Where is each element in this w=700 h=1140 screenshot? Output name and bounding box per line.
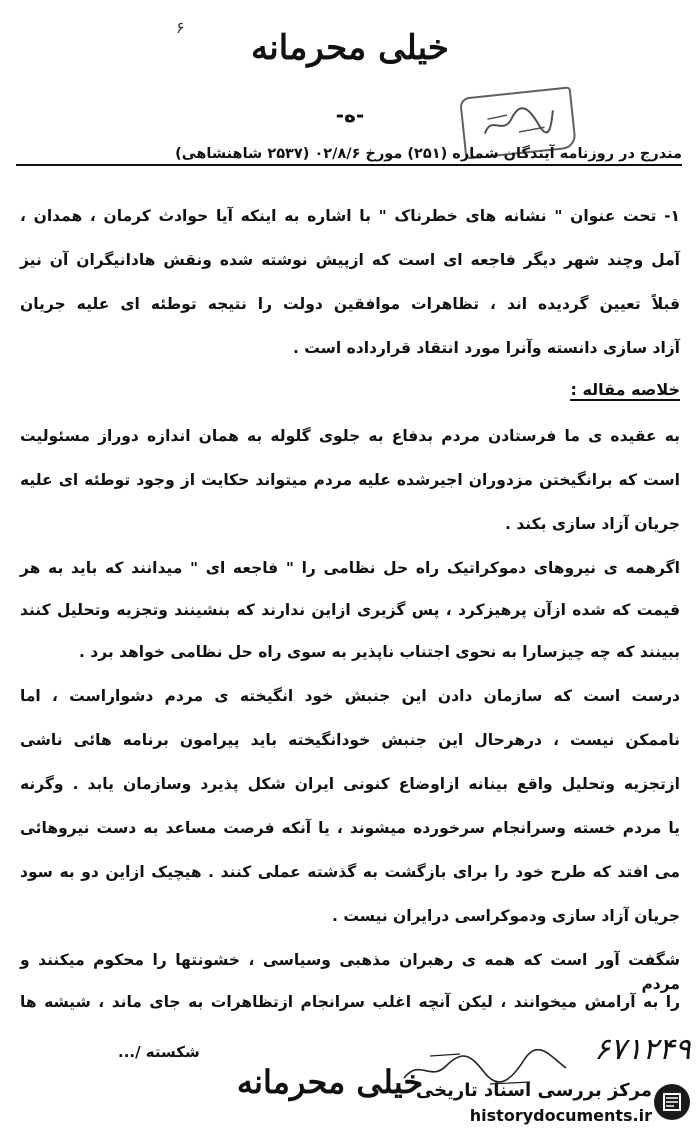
summary-line: به عقیده ی ما فرستادن مردم بدفاع به جلوی گلوله به همان اندازه دوراز مسئولیت: [20, 427, 680, 445]
handwritten-number: ۶۷۱۲۴۹: [594, 1032, 691, 1067]
divider-mark: -ه-: [335, 103, 365, 127]
summary-line: اگرهمه ی نیروهای دموکراتیک راه حل نظامی را " فاجعه ای " میدانند که باید به هر: [20, 559, 680, 577]
continuation-note: شکسته /...: [118, 1043, 200, 1061]
summary-line: یا مردم خسته وسرانجام سرخورده میشوند ، یا آنکه فرصت مساعد به دست نیروهائی: [20, 819, 680, 837]
summary-title: خلاصه مقاله :: [570, 380, 680, 399]
classification-heading-bottom: خیلی محرمانه: [236, 1063, 424, 1101]
watermark-title: مرکز بررسی اسناد تاریخی: [415, 1080, 652, 1101]
source-line: مندرج در روزنامه آیندگان شماره (۲۵۱) مورخ ۰۲/۸/۶ (۲۵۳۷ شاهنشاهی): [16, 146, 682, 166]
summary-line: ببینند که چه چیزسارا به نحوی اجتناب ناپذیر به سوی راه حل نظامی خواهد برد .: [79, 643, 680, 661]
summary-line: قیمت که شده ازآن پرهیزکرد ، پس گزیری ازاین ندارند که بنشینند وتجزیه وتحلیل کنند: [20, 601, 680, 619]
paragraph-line: آمل وچند شهر دیگر فاجعه ای است که ازپیش نوشته شده ونقش هادانیگران آن نیز: [20, 251, 680, 269]
summary-line: درست است که سازمان دادن این جنبش خود انگیخته ی مردم دشواراست ، اما: [20, 687, 680, 705]
paragraph-line: قبلاً تعیین گردیده اند ، تظاهرات موافقین دولت را نتیجه توطئه ای علیه جریان: [20, 295, 680, 313]
paragraph-line: ۱- تحت عنوان " نشانه های خطرناک " با اشاره به اینکه آیا حوادث کرمان ، همدان ،: [20, 207, 680, 225]
summary-line: جریان آزاد سازی بکند .: [505, 515, 680, 533]
summary-line: است که برانگیختن مزدوران اجیرشده علیه مردم میتواند حکایت از وجود توطئه ای علیه: [20, 471, 680, 489]
archive-logo-icon: [652, 1082, 692, 1122]
paragraph-line: آزاد سازی دانسته وآنرا مورد انتقاد قرارداده است .: [292, 339, 680, 357]
top-margin-mark: ۶: [176, 18, 185, 37]
summary-line: جریان آزاد سازی ودموکراسی درایران نیست .: [332, 907, 680, 925]
watermark-url: historydocuments.ir: [469, 1106, 652, 1125]
summary-line: می افتد که طرح خود را برای بازگشت به گذشته عملی کنند . هیچیک ازاین دو به سود: [20, 863, 680, 881]
summary-line: ازتجزیه وتحلیل واقع بینانه ازاوضاع کنونی ایران شکل پذیرد وسازمان یابد . وگرنه: [20, 775, 680, 793]
summary-line: ناممکن نیست ، درهرحال این جنبش خودانگیخته باید پیرامون برنامه هائی ناشی: [20, 731, 680, 749]
classification-heading-top: خیلی محرمانه: [251, 28, 449, 68]
summary-line: شگفت آور است که همه ی رهبران مذهبی وسیاسی ، خشونتها را محکوم میکنند و مردم: [20, 951, 680, 993]
summary-line: را به آرامش میخوانند ، لیکن آنچه اغلب سرانجام ازتظاهرات به جای ماند ، شیشه ها: [20, 993, 680, 1011]
